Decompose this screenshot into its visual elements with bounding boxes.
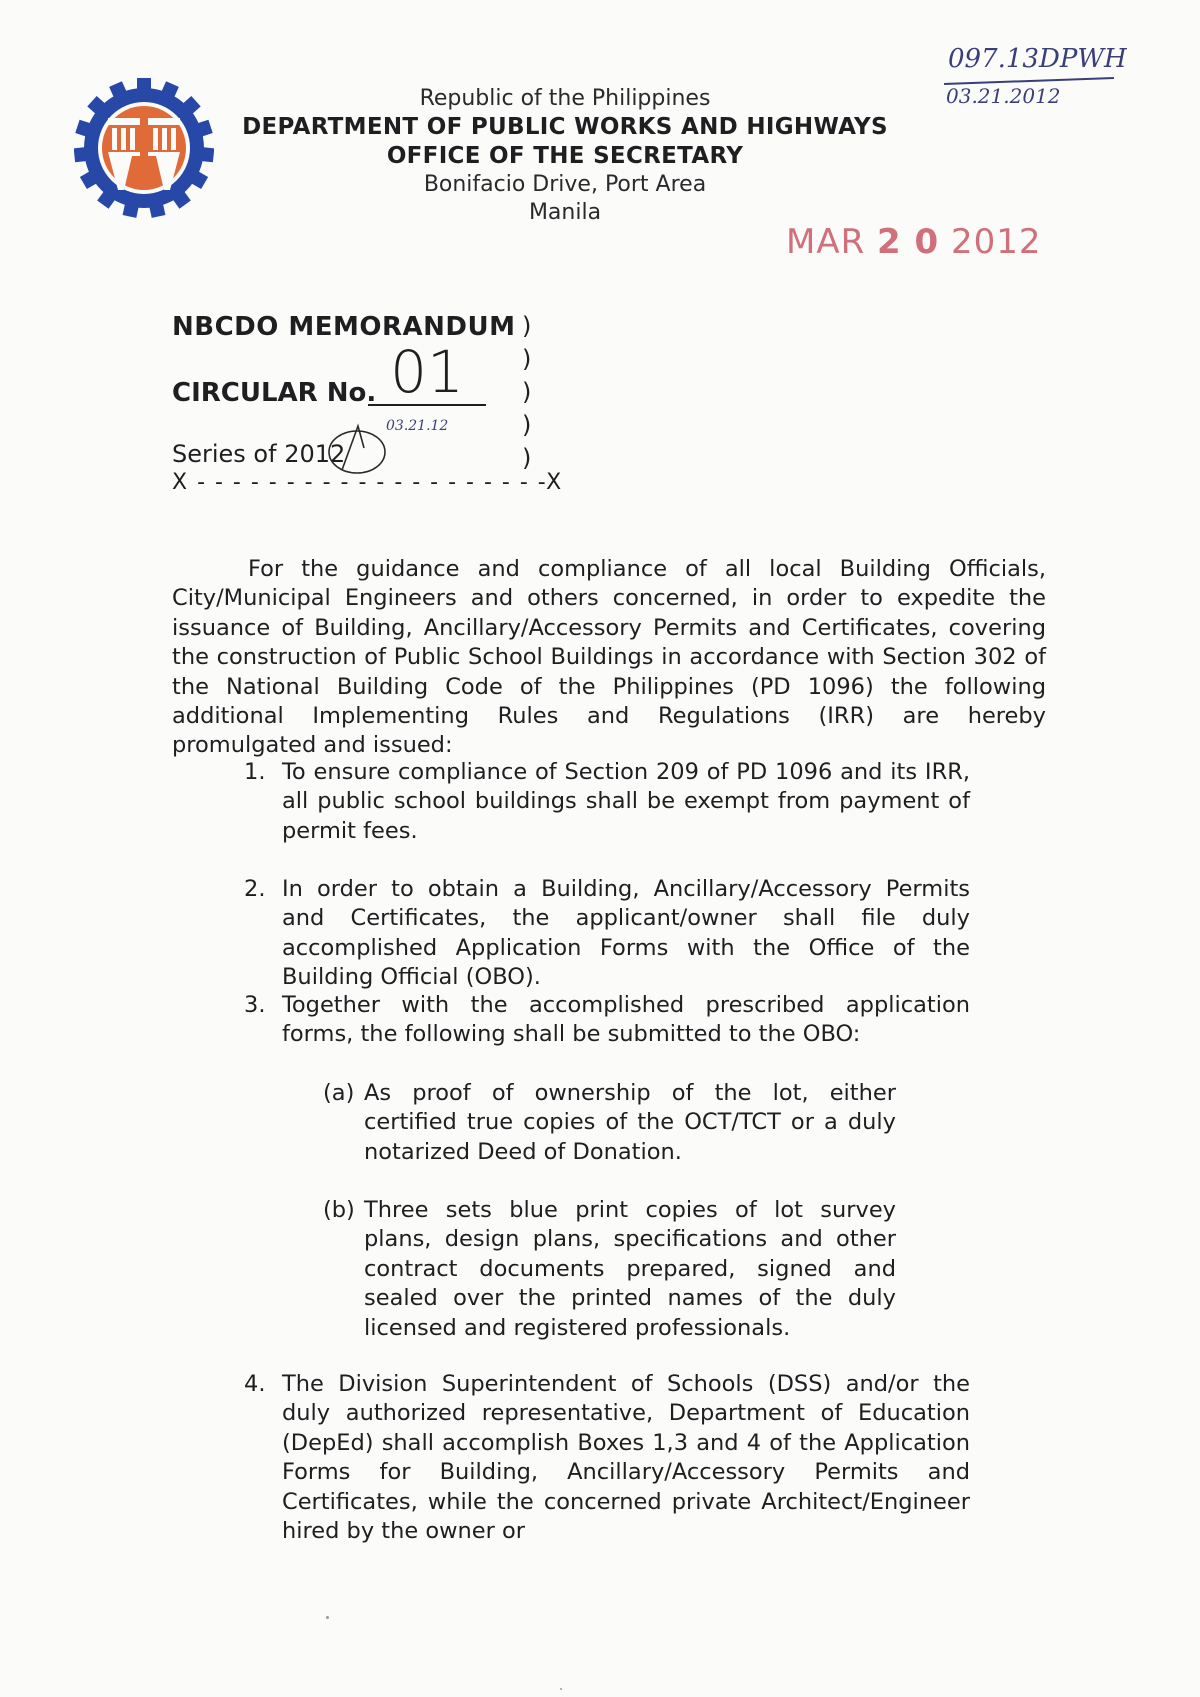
item-number: 3. [244,992,266,1018]
bracket-paren: ) [522,312,532,340]
list-item: The Division Superintendent of Schools (DSS) and/or the duly authorized representative, Department of Education (DepEd) shall accomplish Boxes 1,3 and 4 of the Application Forms for Building, Ancillary/Accessory Permits and Certificates, while the concerned private Architect/Engineer hired by the owner or [282,1371,970,1545]
bracket-paren: ) [522,345,532,373]
list-item: In order to obtain a Building, Ancillary/Accessory Permits and Certificates, the applicant/owner shall file duly accomplished Application Forms with the Office of the Building Official (OBO). [282,876,970,991]
subitem-label: (a) [323,1080,355,1106]
item-number: 2. [244,876,266,902]
list-item: Together with the accomplished prescribed application forms, the following shall be submitted to the OBO: [282,992,970,1048]
scan-speck [326,1616,329,1619]
scan-speck [560,1688,562,1690]
circular-label: CIRCULAR No. [172,378,377,408]
handwritten-initial-date: 03.21.12 [386,418,449,434]
header-department: DEPARTMENT OF PUBLIC WORKS AND HIGHWAYS [242,114,888,140]
subitem: As proof of ownership of the lot, either certified true copies of the OCT/TCT or a duly notarized Deed of Donation. [364,1080,896,1165]
received-date-stamp [786,222,1042,262]
item-number: 1. [244,759,266,785]
list-item: To ensure compliance of Section 209 of PD 1096 and its IRR, all public school buildings shall be exempt from payment of permit fees. [282,759,970,844]
bracket-paren: ) [522,444,532,472]
stamp-month: MAR [786,222,866,262]
handwritten-reference-date: 03.21.2012 [946,84,1061,108]
bracket-paren: ) [522,378,532,406]
subitem: Three sets blue print copies of lot survey plans, design plans, specifications and other contract documents prepared, signed and sealed over the printed names of the duly licensed and registered professionals. [364,1197,896,1341]
item-number: 4. [244,1371,266,1397]
header-address-line1: Bonifacio Drive, Port Area [423,172,707,197]
dpwh-logo [74,78,214,218]
stamp-day: 2 0 [877,222,940,262]
bracket-paren: ) [522,411,532,439]
subitem-label: (b) [323,1197,355,1223]
section-divider: X - - - - - - - - - - - - - - - - - - - -X [172,470,563,495]
intro-paragraph: For the guidance and compliance of all local Building Officials, City/Municipal Engineers and others concerned, in order to expedite the issuance of Building, Ancillary/Accessory Permits and Certificates, covering the construction of Public School Buildings in accordance with Section 302 of the National Building Code of the Philippines (PD 1096) the following additional Implementing Rules and Regulations (IRR) are hereby promulgated and issued: [172,556,1046,759]
stamp-year: 2012 [951,222,1042,262]
initial-mark [324,418,394,476]
circular-number: 01 [368,340,486,406]
memo-title: NBCDO MEMORANDUM [172,312,516,342]
handwritten-reference-number: 097.13DPWH [948,44,1127,74]
series-year: Series of 2012 [172,440,346,468]
header-office: OFFICE OF THE SECRETARY [386,143,744,169]
header-republic: Republic of the Philippines [419,86,711,111]
header-address-line2: Manila [528,200,602,225]
